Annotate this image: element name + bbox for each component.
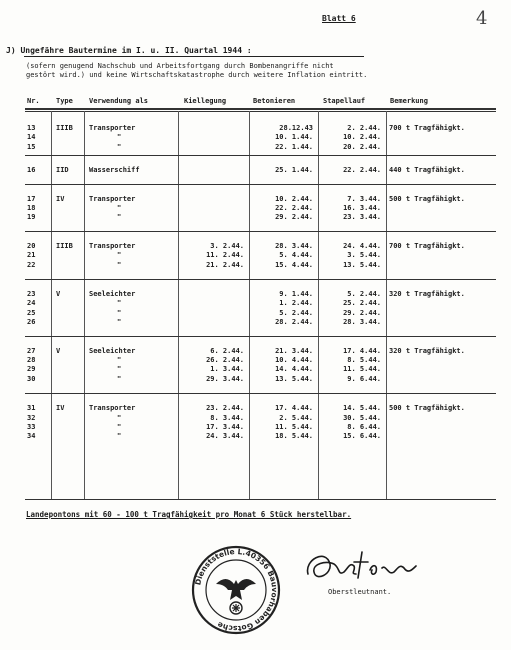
launch-date: 8. 5.44. [347,356,381,364]
concreting-date: 2. 5.44. [279,413,313,422]
handwritten-page-number: 4 [476,8,488,29]
concreting-date: 28.12.43 [279,124,313,132]
vessel-use: Transporter [89,194,136,203]
row-number: 22 [27,260,36,269]
row-number: 14 [27,133,36,142]
keel-laying-date: 24. 3.44. [206,432,244,441]
remark: 500 t Tragfähigkt. [389,404,465,413]
concreting-date: 28. 3.44. [275,241,313,250]
concreting-date: 9. 1.44. [279,290,313,298]
section-title: J) Ungefähre Bautermine im I. u. II. Quartal 1944 : [6,46,252,55]
table-column-rule [178,111,179,500]
vessel-use: " [117,204,122,212]
column-header-concrete: Betonieren [253,97,296,105]
vessel-use: " [117,318,122,327]
vessel-use: " [117,299,122,308]
table-rule [25,336,496,337]
launch-date: 9. 6.44. [347,374,381,383]
table-rule [25,155,496,156]
concreting-date: 13. 5.44. [275,374,313,383]
launch-date: 13. 5.44. [343,260,381,269]
concreting-date: 25. 1.44. [275,166,313,175]
launch-date: 17. 4.44. [343,346,381,355]
launch-date: 15. 6.44. [343,432,381,441]
row-number: 28 [27,356,36,364]
concreting-date: 29. 2.44. [275,213,313,222]
table-rule [25,499,496,500]
section-note-line-1: (sofern genugend Nachschub und Arbeitsfortgang durch Bombenangriffe nicht [26,62,334,70]
row-number: 33 [27,423,36,431]
column-header-launch: Stapellauf [323,97,366,105]
sheet-label: Blatt 6 [322,14,356,23]
table-rule [25,231,496,232]
keel-laying-date: 11. 2.44. [206,251,244,260]
keel-laying-date: 21. 2.44. [206,260,244,269]
row-number: 30 [27,374,36,383]
launch-date: 28. 3.44. [343,318,381,327]
row-number: 25 [27,308,36,317]
row-number: 17 [27,194,36,203]
vessel-use: Seeleichter [89,346,136,355]
row-number: 13 [27,124,36,132]
table-rule [25,111,496,112]
launch-date: 29. 2.44. [343,308,381,317]
row-number: 23 [27,290,36,298]
vessel-use: " [117,133,122,142]
keel-laying-date: 17. 3.44. [206,423,244,431]
vessel-use: " [117,365,122,374]
section-title-underline [24,56,364,57]
vessel-use: " [117,260,122,269]
concreting-date: 15. 4.44. [275,260,313,269]
concreting-date: 11. 5.44. [275,423,313,431]
table-rule [25,108,496,110]
stamp-text: Dienststelle L.40356 Bauvorhaben Gotsche [193,546,280,634]
launch-date: 20. 2.44. [343,142,381,151]
table-column-rule [386,111,387,500]
vessel-use: " [117,213,122,222]
concreting-date: 10. 2.44. [275,194,313,203]
launch-date: 25. 2.44. [343,299,381,308]
keel-laying-date: 23. 2.44. [206,404,244,413]
row-number: 19 [27,213,36,222]
launch-date: 11. 5.44. [343,365,381,374]
signature-graphic [300,542,430,592]
vessel-use: Transporter [89,241,136,250]
row-number: 26 [27,318,36,327]
table-column-rule [84,111,85,500]
launch-date: 22. 2.44. [343,166,381,175]
concreting-date: 22. 1.44. [275,142,313,151]
vessel-use: " [117,356,122,364]
launch-date: 3. 5.44. [347,251,381,260]
launch-date: 23. 3.44. [343,213,381,222]
row-number: 18 [27,204,36,212]
launch-date: 30. 5.44. [343,413,381,422]
row-number: 32 [27,413,36,422]
remark: 320 t Tragfähigkt. [389,346,465,355]
signatory-rank: Oberstleutnant. [328,588,392,596]
keel-laying-date: 29. 3.44. [206,374,244,383]
table-rule [25,393,496,394]
keel-laying-date: 26. 2.44. [206,356,244,364]
vessel-use: " [117,413,122,422]
column-header-remark: Bemerkung [390,97,428,105]
remark: 500 t Tragfähigkt. [389,194,465,203]
row-number: 20 [27,241,36,250]
concreting-date: 18. 5.44. [275,432,313,441]
keel-laying-date: 6. 2.44. [210,346,244,355]
vessel-type: V [56,346,61,355]
launch-date: 14. 5.44. [343,404,381,413]
row-number: 16 [27,166,36,175]
concreting-date: 5. 2.44. [279,308,313,317]
vessel-use: Wasserschiff [89,166,140,175]
row-number: 27 [27,346,36,355]
row-number: 34 [27,432,36,441]
launch-date: 16. 3.44. [343,204,381,212]
table-column-rule [249,111,250,500]
column-header-nr: Nr. [27,97,40,105]
official-stamp [190,544,282,636]
concreting-date: 21. 3.44. [275,346,313,355]
launch-date: 2. 2.44. [347,124,381,132]
launch-date: 8. 6.44. [347,423,381,431]
column-header-keel: Kiellegung [184,97,227,105]
section-note-line-2: gestört wird.) und keine Wirtschaftskatastrophe durch weitere Inflation eintritt. [26,71,368,79]
vessel-use: Seeleichter [89,290,136,298]
vessel-type: IIIB [56,124,73,132]
table-rule [25,184,496,185]
stamp-graphic [190,544,282,636]
keel-laying-date: 8. 3.44. [210,413,244,422]
row-number: 31 [27,404,36,413]
vessel-type: IV [56,404,65,413]
remark: 440 t Tragfähigkt. [389,166,465,175]
launch-date: 7. 3.44. [347,194,381,203]
vessel-use: Transporter [89,124,136,132]
concreting-date: 14. 4.44. [275,365,313,374]
table-column-rule [51,111,52,500]
remark: 700 t Tragfähigkt. [389,241,465,250]
concreting-date: 1. 2.44. [279,299,313,308]
launch-date: 10. 2.44. [343,133,381,142]
vessel-use: Transporter [89,404,136,413]
concreting-date: 22. 2.44. [275,204,313,212]
footer-note: Landepontons mit 60 - 100 t Tragfähigkeit pro Monat 6 Stück herstellbar. [26,510,352,519]
concreting-date: 10. 4.44. [275,356,313,364]
row-number: 24 [27,299,36,308]
vessel-type: V [56,290,61,298]
launch-date: 24. 4.44. [343,241,381,250]
vessel-use: " [117,251,122,260]
remark: 700 t Tragfähigkt. [389,124,465,132]
vessel-type: IV [56,194,65,203]
vessel-type: IID [56,166,69,175]
vessel-use: " [117,432,122,441]
vessel-type: IIIB [56,241,73,250]
keel-laying-date: 1. 3.44. [210,365,244,374]
signature [300,542,430,592]
row-number: 15 [27,142,36,151]
vessel-use: " [117,423,122,431]
vessel-use: " [117,142,122,151]
column-header-use: Verwendung als [89,97,149,105]
remark: 320 t Tragfähigkt. [389,290,465,298]
concreting-date: 28. 2.44. [275,318,313,327]
keel-laying-date: 3. 2.44. [210,241,244,250]
launch-date: 5. 2.44. [347,290,381,298]
row-number: 29 [27,365,36,374]
table-rule [25,279,496,280]
column-header-type: Type [56,97,73,105]
concreting-date: 5. 4.44. [279,251,313,260]
table-column-rule [318,111,319,500]
vessel-use: " [117,374,122,383]
concreting-date: 17. 4.44. [275,404,313,413]
row-number: 21 [27,251,36,260]
concreting-date: 10. 1.44. [275,133,313,142]
vessel-use: " [117,308,122,317]
